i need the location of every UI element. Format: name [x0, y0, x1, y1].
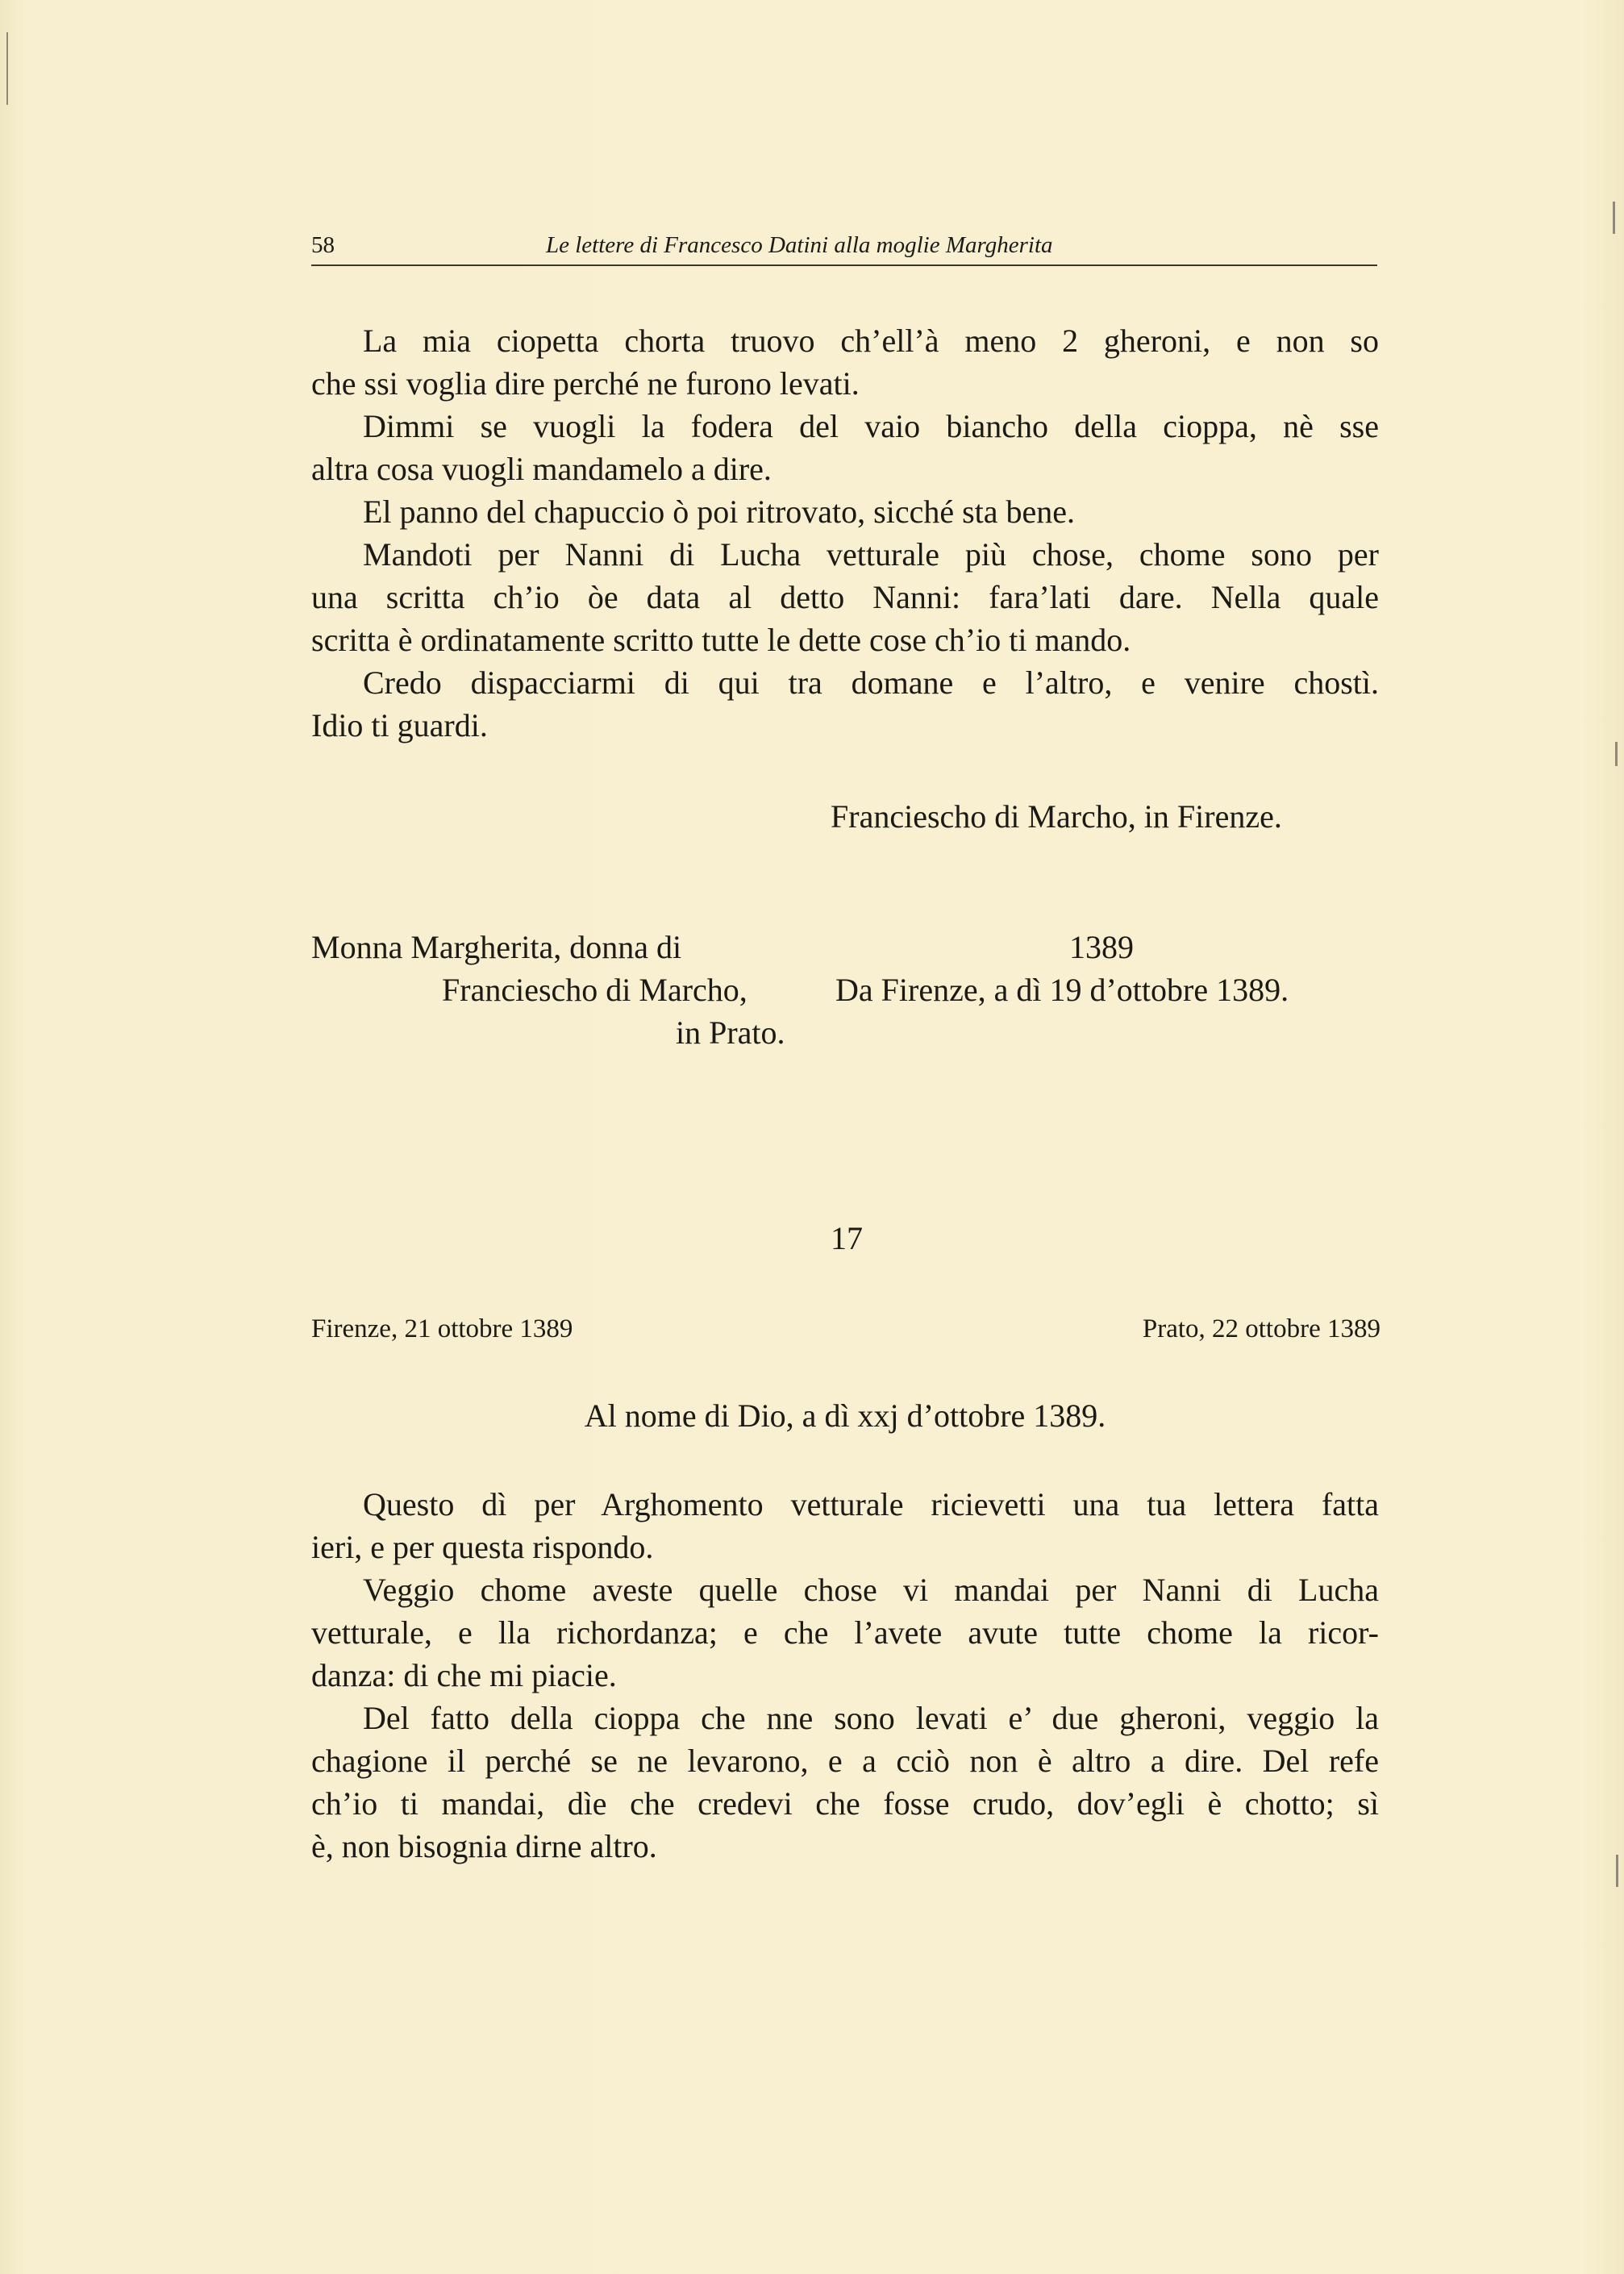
signature: Franciescho di Marcho, in Firenze.: [831, 798, 1282, 835]
text-line: vetturale, e lla richordanza; e che l’avete avute tutte chome la ricor-: [311, 1614, 1379, 1651]
paper-edge-mark: [1613, 202, 1615, 234]
letter-16-body: [311, 319, 1379, 747]
text-line: Idio ti guardi.: [311, 707, 488, 743]
paragraph: [311, 1825, 1379, 1868]
text-line: una scritta ch’io òe data al detto Nanni: fara’lati dare. Nella quale: [311, 579, 1379, 615]
text-line: danza: di che mi piacie.: [311, 1657, 617, 1693]
paper-edge-mark: [6, 32, 8, 105]
text-line: Mandoti per Nanni di Lucha vetturale più chose, chome sono per: [363, 536, 1379, 573]
paragraph: [311, 319, 1379, 362]
paragraph: [311, 448, 1379, 490]
text-line: che ssi voglia dire perché ne furono levati.: [311, 365, 860, 402]
paragraph: [311, 704, 1379, 747]
text-line: Credo dispacciarmi di qui tra domane e l’altro, e venire chostì.: [363, 664, 1379, 701]
running-title: Le lettere di Francesco Datini alla moglie Margherita: [546, 232, 1053, 258]
letter-number: 17: [831, 1220, 863, 1256]
text-line: La mia ciopetta chorta truovo ch’ell’à meno 2 gheroni, e non so: [363, 323, 1379, 359]
salutation: Al nome di Dio, a dì xxj d’ottobre 1389.: [584, 1397, 1106, 1434]
text-line: ieri, e per questa rispondo.: [311, 1529, 654, 1565]
text-line: è, non bisognia dirne altro.: [311, 1828, 657, 1864]
paragraph: [311, 405, 1379, 448]
text-line: scritta è ordinatamente scritto tutte le dette cose ch’io ti mando.: [311, 622, 1131, 658]
place-date-right: Prato, 22 ottobre 1389: [1142, 1314, 1380, 1343]
text-line: Questo dì per Arghomento vetturale ricievetti una tua lettera fatta: [363, 1486, 1379, 1522]
paragraph: [311, 1483, 1379, 1526]
page-header: [311, 224, 1377, 266]
paper-edge-mark: [1616, 1855, 1618, 1887]
place-date-left: Firenze, 21 ottobre 1389: [311, 1314, 573, 1343]
paragraph: [311, 1568, 1379, 1611]
paragraph: [311, 661, 1379, 704]
paragraph: [311, 1611, 1379, 1654]
paragraph: [311, 618, 1379, 661]
annotation-year: 1389: [1069, 929, 1134, 965]
text-line: altra cosa vuogli mandamelo a dire.: [311, 451, 772, 487]
paragraph: [311, 1654, 1379, 1697]
address-line: in Prato.: [676, 1014, 785, 1051]
address-line: Monna Margherita, donna di: [311, 929, 682, 965]
text-line: Dimmi se vuogli la fodera del vaio biancho della cioppa, nè sse: [363, 408, 1379, 444]
annotation-date: Da Firenze, a dì 19 d’ottobre 1389.: [835, 972, 1289, 1008]
paragraph: [311, 490, 1379, 533]
paragraph: [311, 1739, 1379, 1782]
paragraph: [311, 362, 1379, 405]
text-line: El panno del chapuccio ò poi ritrovato, sicché sta bene.: [363, 494, 1076, 530]
paper-edge-mark: [1615, 742, 1618, 766]
text-line: chagione il perché se ne levarono, e a cciò non è altro a dire. Del refe: [311, 1743, 1379, 1779]
letter-17-body: [311, 1483, 1379, 1868]
text-line: ch’io ti mandai, dìe che credevi che fosse crudo, dov’egli è chotto; sì: [311, 1785, 1379, 1822]
page-number: 58: [311, 232, 335, 258]
paragraph: [311, 576, 1379, 618]
paragraph: [311, 1526, 1379, 1568]
address-line: Franciescho di Marcho,: [442, 972, 747, 1008]
paragraph: [311, 1782, 1379, 1825]
text-line: Del fatto della cioppa che nne sono levati e’ due gheroni, veggio la: [363, 1700, 1379, 1736]
paragraph: [311, 1697, 1379, 1739]
paragraph: [311, 533, 1379, 576]
text-line: Veggio chome aveste quelle chose vi mandai per Nanni di Lucha: [363, 1572, 1379, 1608]
